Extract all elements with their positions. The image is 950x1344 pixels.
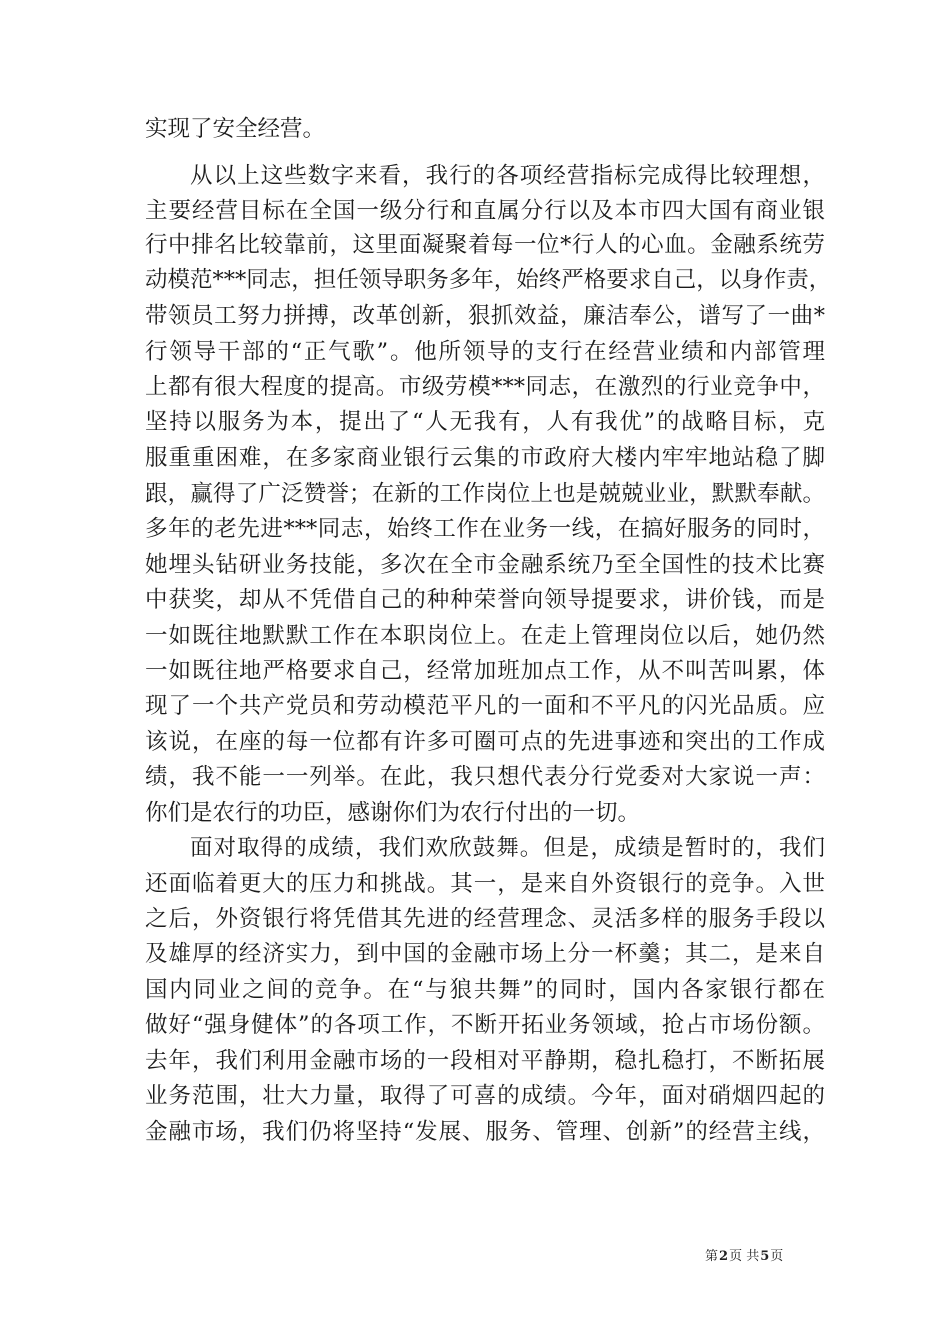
footer-middle: 页 共 (729, 1249, 760, 1264)
text-line: 国内同业之间的竞争。在“与狼共舞”的同时，国内各家银行都在 (145, 977, 825, 1003)
text-line: 还面临着更大的压力和挑战。其一，是来自外资银行的竞争。入世 (145, 871, 825, 897)
text-line: 跟，赢得了广泛赞誉；在新的工作岗位上也是兢兢业业，默默奉献。 (145, 481, 825, 507)
text-line: 去年，我们利用金融市场的一段相对平静期，稳扎稳打，不断拓展 (145, 1048, 825, 1074)
text-line: 服重重困难，在多家商业银行云集的市政府大楼内牢牢地站稳了脚 (145, 445, 825, 471)
footer-total-pages: 5 (760, 1249, 770, 1264)
text-line: 做好“强身健体”的各项工作，不断开拓业务领域，抢占市场份额。 (145, 1012, 825, 1038)
text-line: 现了一个共产党员和劳动模范平凡的一面和不平凡的闪光品质。应 (145, 693, 825, 719)
footer-page-number: 2 (719, 1249, 729, 1264)
text-line: 一如既往地严格要求自己，经常加班加点工作，从不叫苦叫累，体 (145, 658, 825, 684)
text-line: 多年的老先进***同志，始终工作在业务一线，在搞好服务的同时， (145, 516, 825, 542)
footer-prefix: 第 (705, 1249, 719, 1264)
text-line: 实现了安全经营。 (145, 116, 326, 142)
text-line: 行中排名比较靠前，这里面凝聚着每一位*行人的心血。金融系统劳 (145, 232, 825, 258)
text-line: 及雄厚的经济实力，到中国的金融市场上分一杯羹；其二，是来自 (145, 941, 825, 967)
text-line: 之后，外资银行将凭借其先进的经营理念、灵活多样的服务手段以 (145, 906, 825, 932)
text-line: 该说，在座的每一位都有许多可圈可点的先进事迹和突出的工作成 (145, 729, 825, 755)
text-line: 行领导干部的“正气歌”。他所领导的支行在经营业绩和内部管理 (145, 339, 825, 365)
text-line: 一如既往地默默工作在本职岗位上。在走上管理岗位以后，她仍然 (145, 623, 825, 649)
text-line: 业务范围，壮大力量，取得了可喜的成绩。今年，面对硝烟四起的 (145, 1083, 825, 1109)
text-line: 从以上这些数字来看，我行的各项经营指标完成得比较理想， (190, 163, 825, 189)
text-line: 中获奖，却从不凭借自己的种种荣誉向领导提要求，讲价钱，而是 (145, 587, 825, 613)
text-line: 上都有很大程度的提高。市级劳模***同志，在激烈的行业竞争中， (145, 374, 825, 400)
text-line: 她埋头钻研业务技能，多次在全市金融系统乃至全国性的技术比赛 (145, 552, 825, 578)
text-line: 主要经营目标在全国一级分行和直属分行以及本市四大国有商业银 (145, 198, 825, 224)
text-line: 带领员工努力拼搏，改革创新，狠抓效益，廉洁奉公，谱写了一曲* (145, 303, 825, 329)
text-line: 绩，我不能一一列举。在此，我只想代表分行党委对大家说一声： (145, 764, 825, 790)
text-line: 你们是农行的功臣，感谢你们为农行付出的一切。 (145, 800, 641, 826)
text-line: 金融市场，我们仍将坚持“发展、服务、管理、创新”的经营主线， (145, 1119, 825, 1145)
page-footer (705, 1248, 783, 1266)
text-line: 面对取得的成绩，我们欢欣鼓舞。但是，成绩是暂时的，我们 (190, 835, 825, 861)
footer-suffix: 页 (770, 1249, 784, 1264)
text-line: 坚持以服务为本，提出了“人无我有，人有我优”的战略目标，克 (145, 409, 825, 435)
text-line: 动模范***同志，担任领导职务多年，始终严格要求自己，以身作责， (145, 267, 832, 293)
